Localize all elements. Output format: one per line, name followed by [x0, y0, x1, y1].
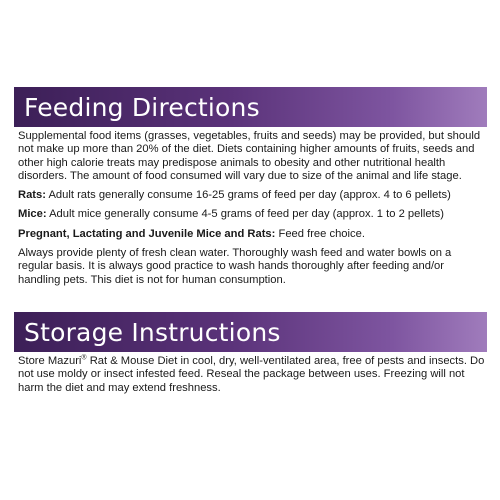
- rats-text: Adult rats generally consume 16-25 grams of feed per day (approx. 4 to 6 pellets): [45, 189, 451, 202]
- storage-instructions-section: [18, 355, 488, 401]
- feeding-directions-banner: [14, 87, 487, 127]
- rats-paragraph: [18, 189, 488, 202]
- feeding-directions-section: [18, 130, 488, 293]
- storage-instructions-banner: [14, 312, 487, 352]
- pregnant-label: Pregnant, Lactating and Juvenile Mice and Rats:: [18, 227, 276, 240]
- storage-instructions-heading: Storage Instructions: [24, 317, 281, 347]
- registered-mark: ®: [81, 354, 87, 362]
- pregnant-paragraph: [18, 228, 488, 241]
- mice-label: Mice:: [18, 208, 47, 221]
- mice-text: Adult mice generally consume 4-5 grams of feed per day (approx. 1 to 2 pellets): [46, 208, 444, 221]
- storage-text-post: Rat & Mouse Diet in cool, dry, well-ventilated area, free of pests and insects. Do not use moldy or insect infested feed. Reseal the package between uses. Freezing will not harm the diet and may extend freshness.: [18, 355, 485, 394]
- mice-paragraph: [18, 208, 488, 221]
- feeding-directions-heading: Feeding Directions: [24, 92, 260, 122]
- rats-label: Rats:: [18, 189, 46, 202]
- feeding-intro-paragraph: Supplemental food items (grasses, vegetables, fruits and seeds) may be provided, but should not make up more than 20% of the diet. Diets containing higher amounts of fruits, seeds and other high calorie treats may predispose animals to obesity and other nutritional health disorders. The amount of food consumed will vary due to size of the animal and life stage.: [18, 130, 481, 182]
- storage-text-pre: Store Mazuri: [18, 355, 82, 367]
- water-paragraph: Always provide plenty of fresh clean water. Thoroughly wash feed and water bowls on a regular basis. It is always good practice to wash hands thoroughly after feeding and/or handling pets. This diet is not for human consumption.: [18, 247, 452, 286]
- pregnant-text: Feed free choice.: [275, 227, 365, 240]
- storage-paragraph: [18, 355, 488, 395]
